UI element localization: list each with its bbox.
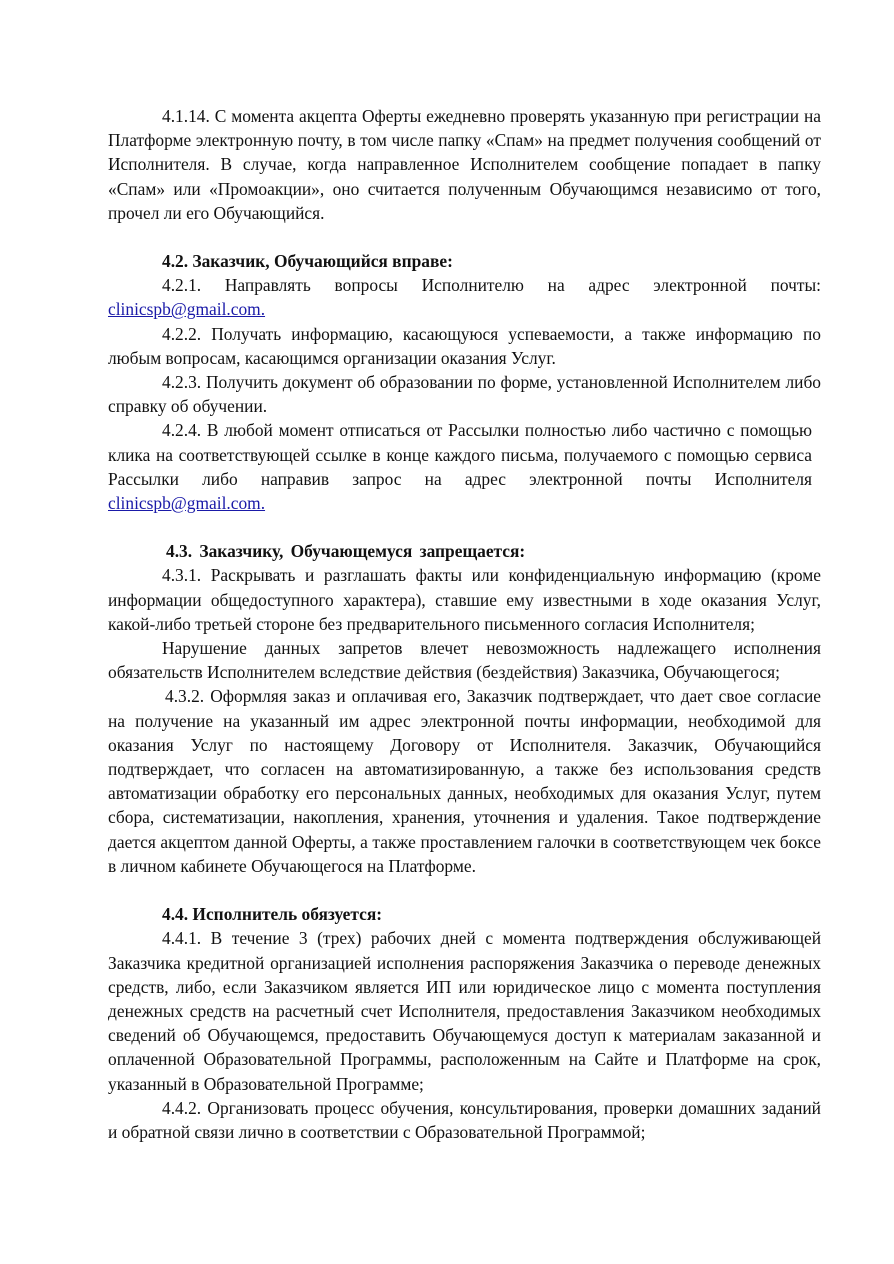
spacer xyxy=(108,515,821,539)
clause-4-2-1 xyxy=(108,273,821,321)
clause-4-2-1-text: 4.2.1. Направлять вопросы Исполнителю на адрес электронной почты: xyxy=(162,275,821,296)
spacer xyxy=(108,878,821,902)
clause-4-3-1: 4.3.1. Раскрывать и разглашать факты или конфиденциальную информацию (кроме информации общедоступного характера), ставшие ему известными в ходе оказания Услуг, какой-либо третьей стороне без предварительного письменного согласия Исполнителя; xyxy=(108,565,821,634)
section-heading-4-2: 4.2. Заказчик, Обучающийся вправе: xyxy=(162,251,453,272)
section-heading-4-4: 4.4. Исполнитель обязуется: xyxy=(162,904,383,925)
document-page xyxy=(108,104,821,1144)
section-heading-4-3: 4.3. Заказчику, Обучающемуся запрещается: xyxy=(166,541,526,562)
violation-note: Нарушение данных запретов влечет невозможность надлежащего исполнения обязательств Исполнителем вследствие действия (бездействия) Заказчика, Обучающегося; xyxy=(108,638,821,683)
clause-4-4-1: 4.4.1. В течение 3 (трех) рабочих дней с момента подтверждения обслуживающей Заказчика кредитной организацией исполнения распоряжения Заказчика о переводе денежных средств, либо, если Заказчиком является ИП или юридическое лицо с момента поступления денежных средств на расчетный счет Исполнителя, предоставления Заказчиком необходимых сведений об Обучающемся, предоставить Обучающемуся доступ к материалам заказанной и оплаченной Образовательной Программы, расположенным на Сайте и Платформе на срок, указанный в Образовательной Программе; xyxy=(108,928,821,1094)
clause-4-2-3: 4.2.3. Получить документ об образовании по форме, установленной Исполнителем либо справку об обучении. xyxy=(108,372,821,417)
clause-4-1-14: 4.1.14. С момента акцепта Оферты ежедневно проверять указанную при регистрации на Платформе электронную почту, в том числе папку «Спам» на предмет получения сообщений от Исполнителя. В случае, когда направленное Исполнителем сообщение попадает в папку «Спам» или «Промоакции», оно считается полученным Обучающимся независимо от того, прочел ли его Обучающийся. xyxy=(108,106,821,223)
email-link[interactable]: clinicspb@gmail.com. xyxy=(108,299,266,320)
clause-4-3-2: 4.3.2. Оформляя заказ и оплачивая его, Заказчик подтверждает, что дает свое согласие на получение на указанный им адрес электронной почты информации, необходимой для оказания Услуг по настоящему Договору от Исполнителя. Заказчик, Обучающийся подтверждает, что согласен на автоматизированную, а также без использования средств автоматизации обработку его персональных данных, необходимых для оказания Услуг, путем сбора, систематизации, накопления, хранения, уточнения и удаления. Такое подтверждение дается акцептом данной Оферты, а также проставлением галочки в соответствующем чек боксе в личном кабинете Обучающегося на Платформе. xyxy=(108,686,821,876)
spacer xyxy=(108,225,821,249)
clause-4-2-2: 4.2.2. Получать информацию, касающуюся успеваемости, а также информацию по любым вопросам, касающимся организации оказания Услуг. xyxy=(108,323,821,368)
clause-4-4-2: 4.4.2. Организовать процесс обучения, консультирования, проверки домашних заданий и обратной связи лично в соответствии с Образовательной Программой; xyxy=(108,1097,821,1142)
email-link[interactable]: clinicspb@gmail.com. xyxy=(108,493,266,514)
clause-4-2-4-text: 4.2.4. В любой момент отписаться от Рассылки полностью либо частично с помощью клика на соответствующей ссылке в конце каждого письма, получаемого с помощью сервиса Рассылки либо направив запрос на адрес электронной почты Исполнителя xyxy=(108,420,812,489)
clause-4-2-4 xyxy=(108,418,812,515)
